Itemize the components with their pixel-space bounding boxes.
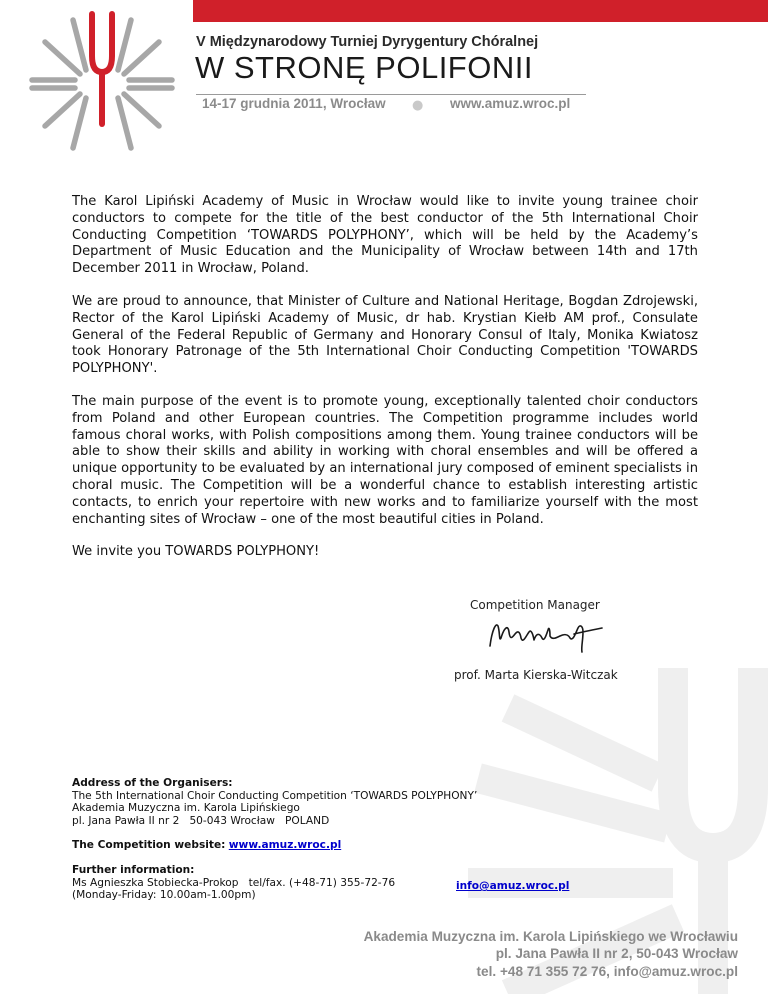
tuning-fork-logo-icon	[22, 6, 182, 156]
organiser-address-line	[72, 815, 477, 828]
organiser-line: The 5th International Choir Conducting Competition ‘TOWARDS POLYPHONY’	[72, 789, 478, 802]
signature-name: prof. Marta Kierska-Witczak	[454, 668, 618, 682]
further-info-block	[72, 864, 477, 902]
footer-line: pl. Jana Pawła II nr 2, 50-043 Wrocław	[495, 946, 738, 962]
website-block	[72, 839, 477, 852]
header-divider	[196, 94, 586, 95]
organiser-country: POLAND	[285, 814, 330, 827]
organiser-line: Akademia Muzyczna im. Karola Lipińskiego	[72, 802, 300, 815]
organiser-postcode-city: 50-043 Wrocław	[189, 814, 275, 827]
header-website: www.amuz.wroc.pl	[450, 96, 571, 111]
letter-paragraph: We invite you TOWARDS POLYPHONY!	[72, 544, 320, 560]
organiser-info	[72, 777, 477, 902]
competition-date: 14-17 grudnia 2011, Wrocław	[202, 96, 386, 111]
footer-address	[364, 928, 738, 980]
contact-line	[72, 877, 477, 890]
organiser-address-block	[72, 777, 477, 827]
contact-email-link[interactable]: info@amuz.wroc.pl	[456, 880, 570, 892]
contact-phone: tel/fax. (+48-71) 355-72-76	[248, 876, 396, 889]
signature-role: Competition Manager	[470, 598, 600, 612]
header-accent-bar	[193, 0, 768, 22]
footer-line: Akademia Muzyczna im. Karola Lipińskiego we Wrocławiu	[363, 929, 738, 944]
further-info-heading: Further information:	[72, 863, 195, 876]
competition-website-link[interactable]: www.amuz.wroc.pl	[228, 839, 342, 852]
contact-hours: (Monday-Friday: 10.00am-1.00pm)	[72, 889, 256, 902]
competition-subtitle: V Międzynarodowy Turniej Dyrygentury Chóralnej	[196, 34, 539, 50]
handwritten-signature-icon	[486, 616, 610, 656]
contact-person: Ms Agnieszka Stobiecka-Prokop	[72, 876, 239, 889]
organiser-address-heading: Address of the Organisers:	[72, 777, 233, 789]
letter-body	[72, 194, 698, 561]
letter-paragraph: The Karol Lipiński Academy of Music in Wrocław would like to invite young trainee choir conductors to compete for the title of the best conductor of the 5th International Choir Conducting Competition ‘TOWARDS POLYPHONY’, which will be held by the Academy’s Department of Music Education and the Municipality of Wrocław between 14th and 17th December 2011 in Wrocław, Poland.	[72, 194, 698, 277]
header-separator-dot: ●	[412, 98, 424, 113]
letter-paragraph: The main purpose of the event is to promote young, exceptionally talented choir conductors from Poland and other European countries. The Competition programme includes world famous choral works, with Polish compositions among them. Young trainee conductors will be able to show their skills and ability in working with choral ensembles and will be offered a unique opportunity to be evaluated by an international jury composed of eminent specialists in choral music. The Competition will be a wonderful chance to establish interesting artistic contacts, to enrich your repertoire with new works and to familiarize yourself with the most enchanting sites of Wrocław – one of the most beautiful cities in Poland.	[72, 393, 698, 527]
website-label: The Competition website:	[72, 839, 226, 852]
footer-line: tel. +48 71 355 72 76, info@amuz.wroc.pl	[476, 963, 738, 979]
organiser-street: pl. Jana Pawła II nr 2	[72, 814, 180, 827]
competition-title: W STRONĘ POLIFONII	[195, 50, 533, 85]
letter-paragraph: We are proud to announce, that Minister of Culture and National Heritage, Bogdan Zdrojewski, Rector of the Karol Lipiński Academy of Music, dr hab. Krystian Kiełb AM prof., Consulate General of the Federal Republic of Germany and Honorary Consul of Italy, Monika Kwiatosz took Honorary Patronage of the 5th International Choir Conducting Competition 'TOWARDS POLYPHONY'.	[72, 293, 698, 377]
